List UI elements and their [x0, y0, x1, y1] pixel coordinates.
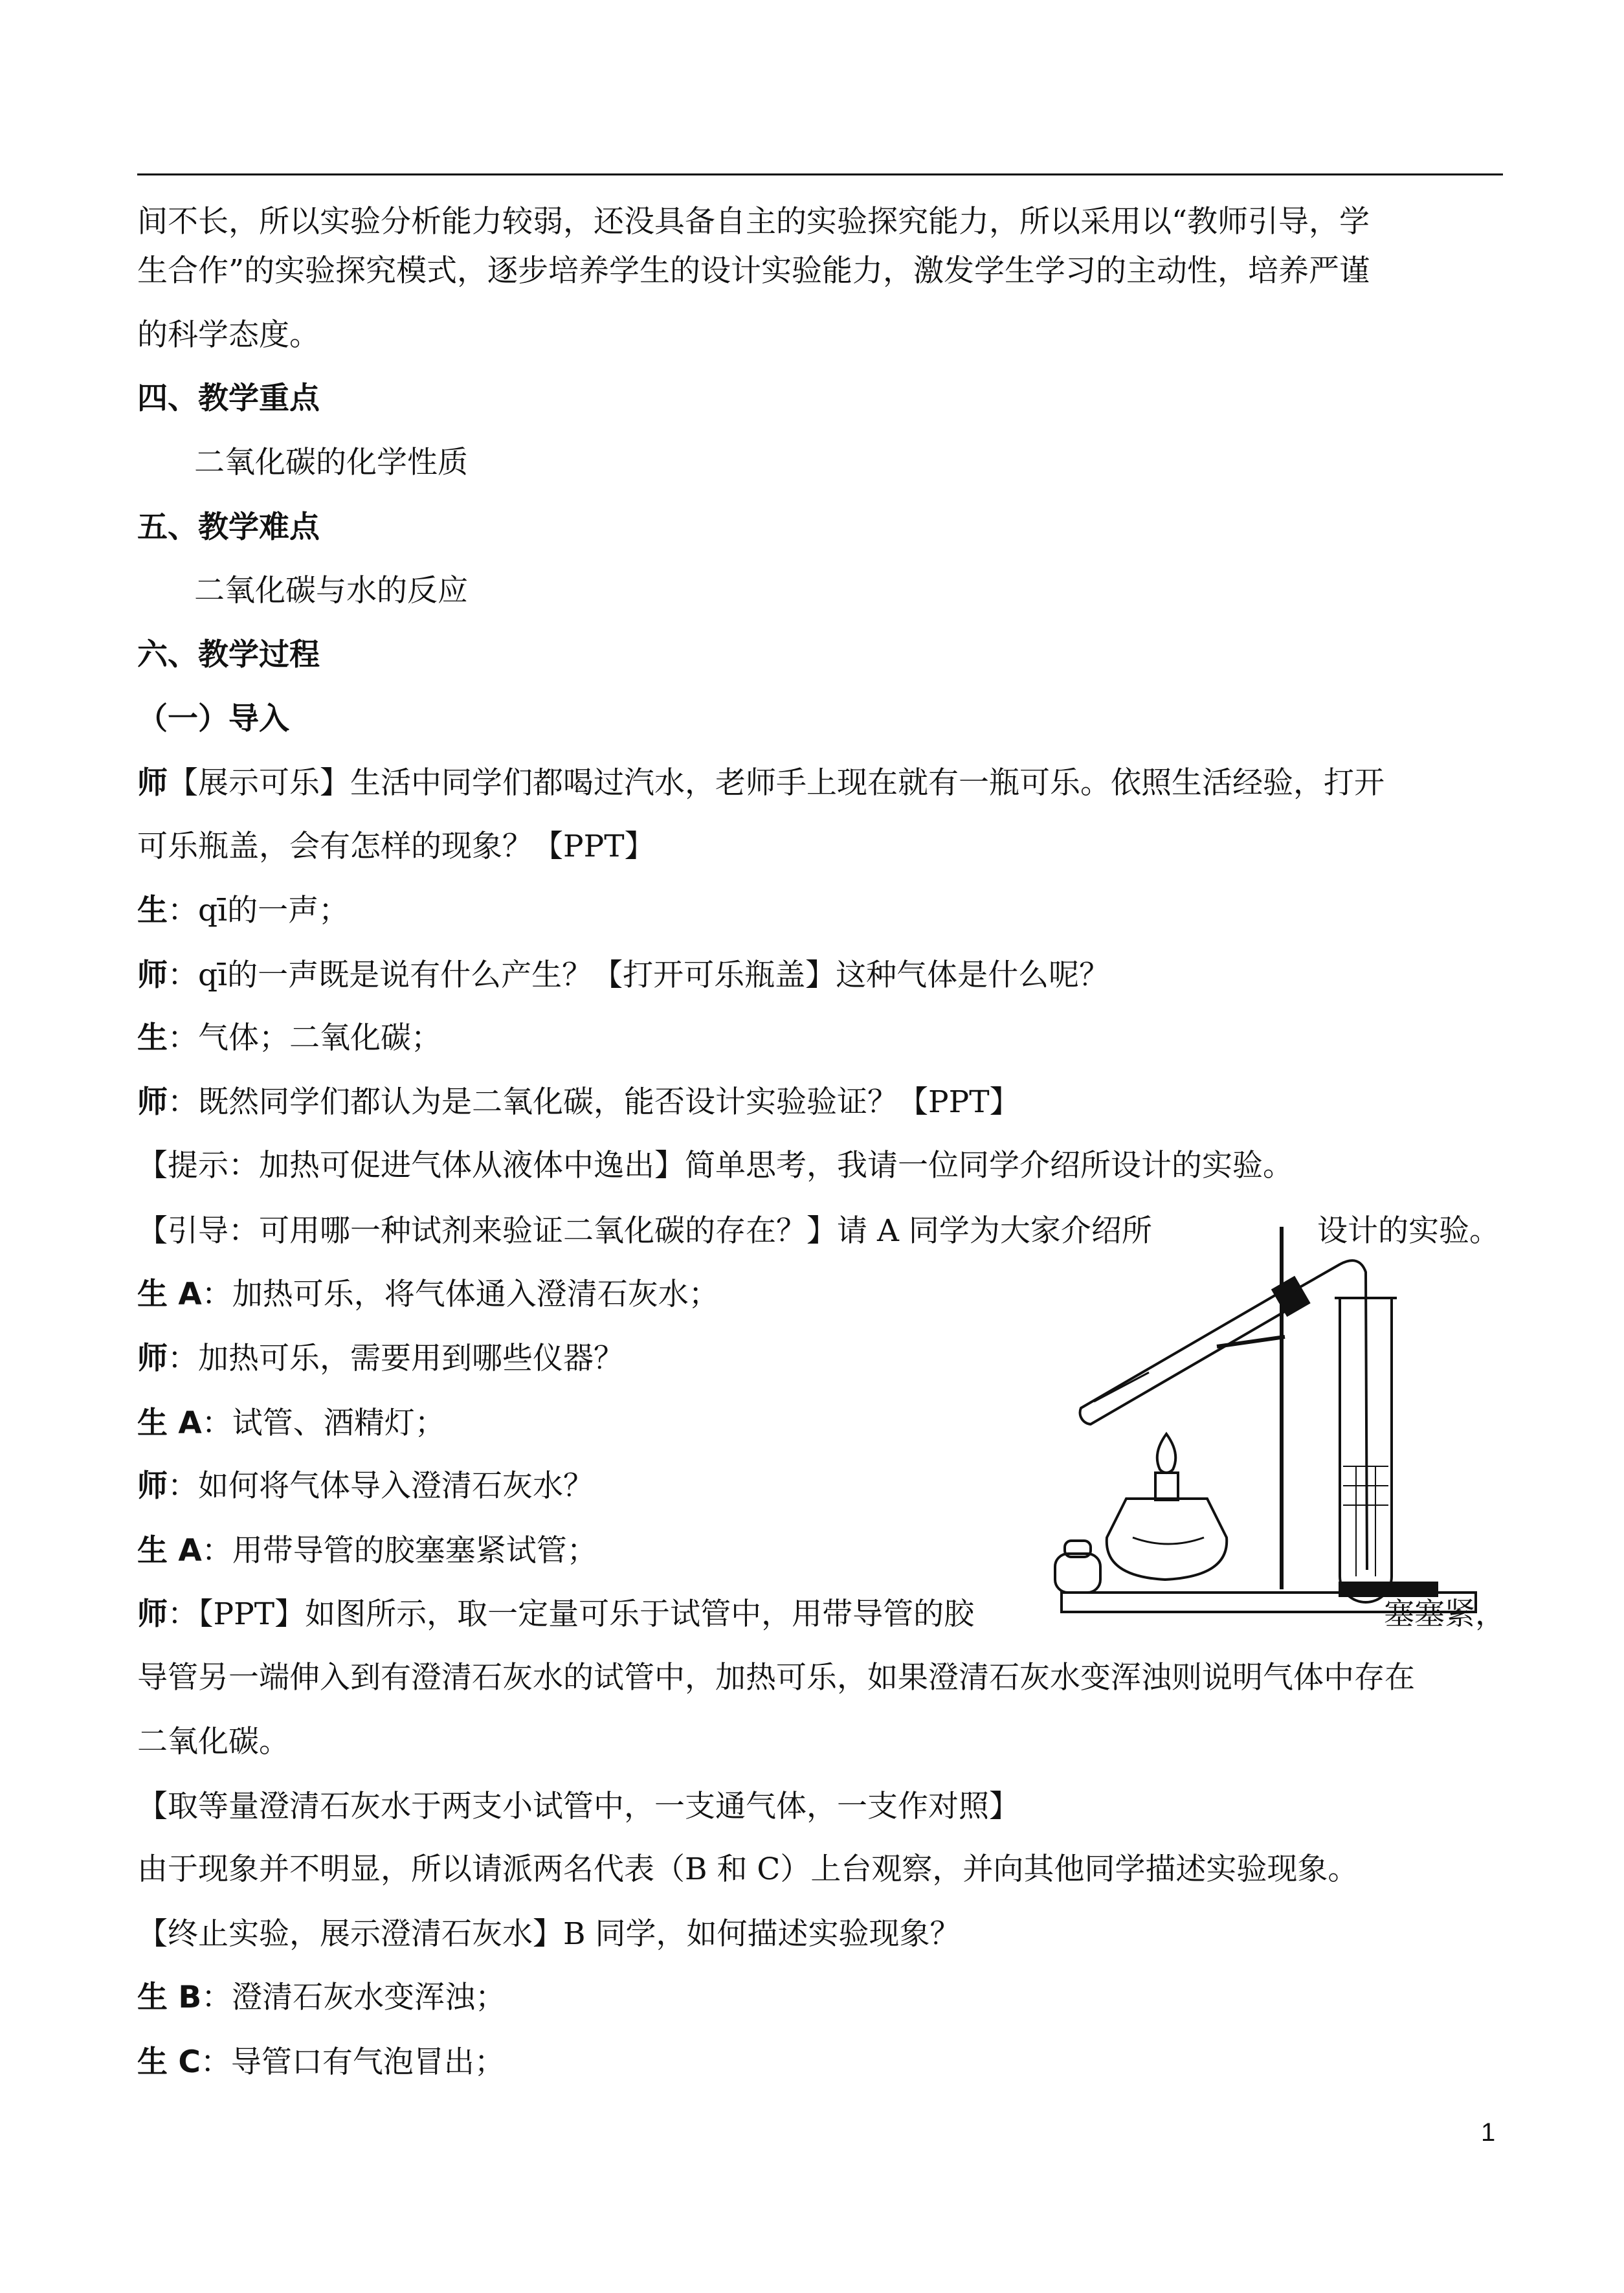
paragraph-line: 生合作”的实验探究模式，逐步培养学生的设计实验能力，激发学生学习的主动性，培养严谨 — [137, 253, 1370, 289]
lamp-wick-holder — [1155, 1473, 1178, 1500]
subsection-title: （一）导入 — [137, 701, 289, 737]
speaker: 生 C — [137, 2044, 201, 2080]
speaker: 生 — [137, 1020, 168, 1056]
dialogue-text: 导管另一端伸入到有澄清石灰水的试管中，加热可乐，如果澄清石灰水变浑浊则说明气体中存在 — [137, 1660, 1415, 1695]
alcohol-lamp — [1107, 1499, 1227, 1580]
dialogue-text: ：气体；二氧化碳； — [168, 1020, 441, 1056]
dialogue-line — [137, 1339, 624, 1378]
section-body: 二氧化碳与水的反应 — [194, 573, 468, 609]
dialogue-text: ：加热可乐，需要用到哪些仪器？ — [168, 1341, 624, 1376]
dialogue-line — [137, 1404, 445, 1443]
speaker: 师 — [137, 1084, 168, 1120]
stopper — [1273, 1277, 1309, 1315]
section-title: 四、教学重点 — [137, 381, 320, 416]
dialogue-line — [137, 1212, 1152, 1251]
page-number: 1 — [1481, 2118, 1496, 2147]
dialogue-text: 【取等量澄清石灰水于两支小试管中，一支通气体，一支作对照】 — [137, 1789, 1019, 1824]
apparatus-figure — [1036, 1214, 1508, 1635]
dialogue-line — [137, 1275, 719, 1314]
header-rule — [137, 173, 1503, 175]
dialogue-text: 【展示可乐】生活中同学们都喝过汽水，老师手上现在就有一瓶可乐。依照生活经验，打开 — [168, 765, 1385, 801]
dialogue-line — [137, 1083, 1020, 1122]
dialogue-line — [137, 891, 349, 930]
dialogue-text: ：加热可乐，将气体通入澄清石灰水； — [201, 1277, 719, 1312]
speaker: 师 — [137, 957, 168, 993]
speaker: 师 — [137, 1468, 168, 1504]
dialogue-text: ：导管口有气泡冒出； — [200, 2044, 505, 2080]
speaker: 生 A — [137, 1405, 202, 1441]
dialogue-line — [137, 1019, 441, 1058]
dialogue-line — [137, 1723, 289, 1762]
dialogue-text: ：澄清石灰水变浑浊； — [201, 1980, 506, 2015]
dialogue-line — [137, 1787, 1019, 1826]
heated-test-tube — [1080, 1292, 1291, 1424]
dialogue-text: ：如何将气体导入澄清石灰水？ — [168, 1468, 594, 1504]
wrap-tail: 设计的实验。 — [1317, 1213, 1500, 1249]
dialogue-line — [137, 2043, 505, 2082]
dialogue-line — [137, 764, 1385, 803]
dialogue-text: 【提示：加热可促进气体从液体中逸出】简单思考，我请一位同学介绍所设计的实验。 — [137, 1148, 1293, 1183]
flame — [1157, 1434, 1175, 1473]
dialogue-line — [137, 956, 1109, 995]
dialogue-text: ：既然同学们都认为是二氧化碳，能否设计实验验证？【PPT】 — [168, 1084, 1020, 1120]
dialogue-text: 【终止实验，展示澄清石灰水】B 同学，如何描述实验现象？ — [137, 1916, 961, 1952]
dialogue-line — [137, 827, 655, 866]
dialogue-text: 【引导：可用哪一种试剂来验证二氧化碳的存在？】请 A 同学为大家介绍所 — [137, 1213, 1152, 1249]
speaker: 生 B — [137, 1980, 202, 2015]
dialogue-line — [137, 1595, 974, 1634]
dialogue-text: ：用带导管的胶塞塞紧试管； — [201, 1533, 597, 1569]
paragraph-line: 的科学态度。 — [137, 317, 320, 353]
dialogue-line — [137, 1146, 1293, 1185]
liquid-level — [1094, 1372, 1149, 1402]
dialogue-line — [137, 1978, 506, 2017]
dialogue-text: ：【PPT】如图所示，取一定量可乐于试管中，用带导管的胶 — [168, 1596, 975, 1632]
dialogue-line — [137, 1915, 960, 1954]
dialogue-text: 可乐瓶盖，会有怎样的现象？【PPT】 — [137, 829, 655, 864]
speaker: 生 — [137, 893, 168, 928]
speaker: 师 — [137, 765, 168, 801]
dialogue-text: 二氧化碳。 — [137, 1724, 289, 1760]
speaker: 师 — [137, 1341, 168, 1376]
section-body: 二氧化碳的化学性质 — [194, 445, 468, 480]
section-title: 六、教学过程 — [137, 637, 320, 673]
dialogue-text: ：qī的一声既是说有什么产生？【打开可乐瓶盖】这种气体是什么呢？ — [168, 957, 1110, 993]
lamp-cap — [1055, 1554, 1100, 1593]
speaker: 生 A — [137, 1277, 202, 1312]
dialogue-text: ：试管、酒精灯； — [201, 1405, 445, 1441]
speaker: 师 — [137, 1596, 168, 1632]
speaker: 生 A — [137, 1533, 202, 1569]
dialogue-text: ：qī的一声； — [168, 893, 350, 928]
dialogue-line — [137, 1532, 597, 1571]
dialogue-line — [137, 1467, 594, 1506]
dialogue-line — [137, 1659, 1415, 1697]
dialogue-line — [137, 1850, 1358, 1889]
wrap-tail: 塞塞紧， — [1384, 1596, 1506, 1632]
section-title: 五、教学难点 — [137, 509, 320, 545]
dialogue-text: 由于现象并不明显，所以请派两名代表（B 和 C）上台观察，并向其他同学描述实验现象。 — [137, 1851, 1359, 1887]
paragraph-line: 间不长，所以实验分析能力较弱，还没具备自主的实验探究能力，所以采用以“教师引导，学 — [137, 204, 1370, 240]
